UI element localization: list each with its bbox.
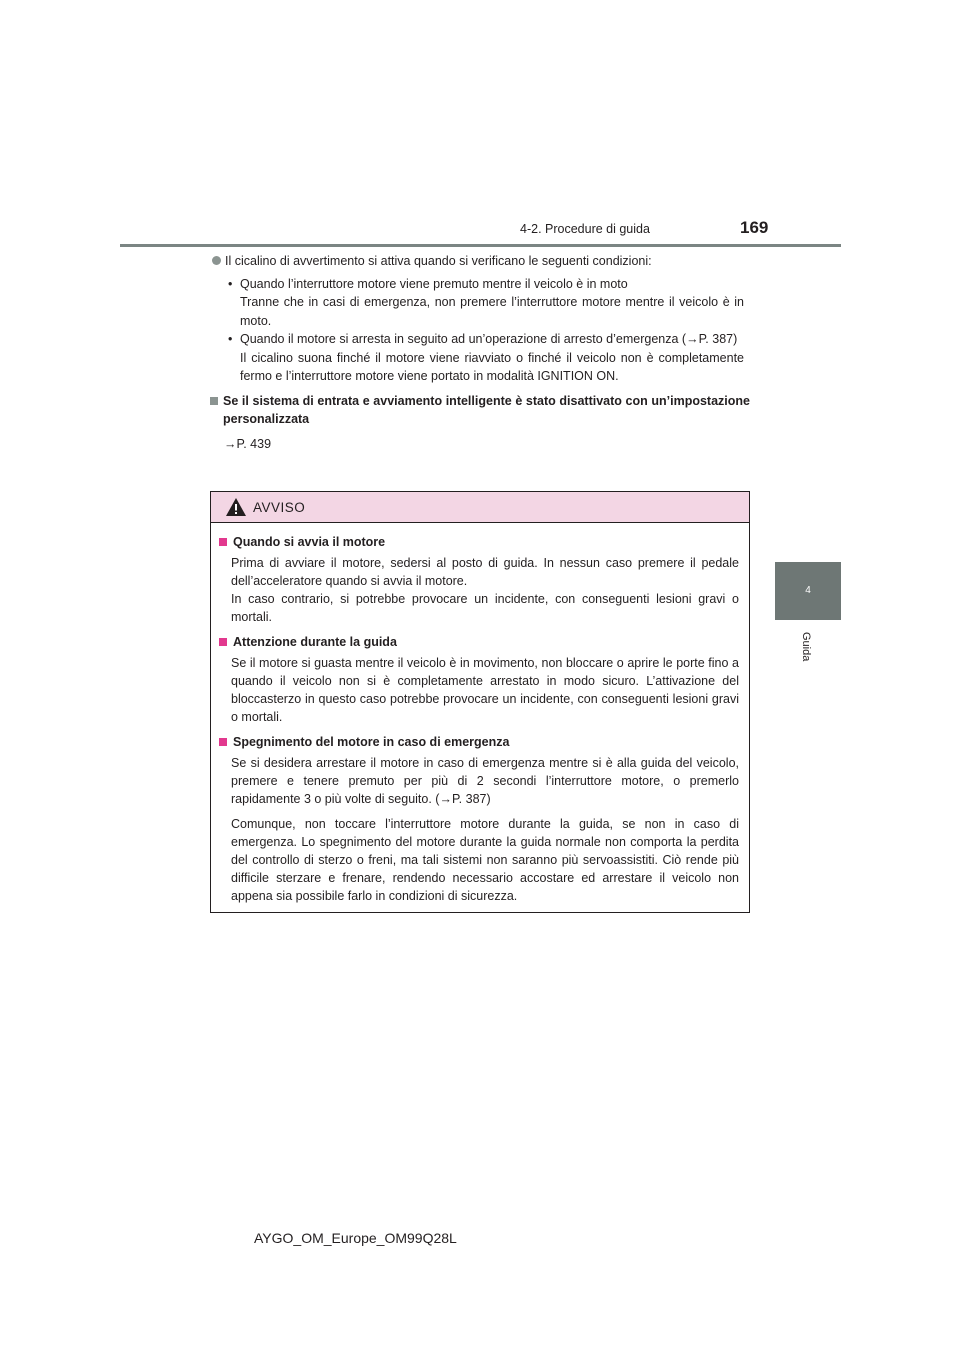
dot-icon: • — [228, 332, 233, 346]
chapter-tab[interactable]: 4 — [775, 562, 841, 620]
circle-bullet-icon — [212, 256, 221, 265]
warning-body — [211, 523, 749, 905]
pink-square-icon — [219, 638, 227, 646]
bullet-intro: Il cicalino di avvertimento si attiva quando si verificano le seguenti condizioni: — [225, 254, 652, 268]
warning-heading: Spegnimento del motore in caso di emergenza — [233, 735, 510, 749]
warning-title: AVVISO — [253, 499, 306, 515]
square-bullet-icon — [210, 397, 218, 405]
item-line: Il cicalino suona finché il motore viene riavviato o finché il veicolo non è completamente fermo e l’interruttore motore viene portato in modalità IGNITION ON. — [240, 350, 744, 383]
page-number: 169 — [740, 218, 769, 237]
warning-heading: Attenzione durante la guida — [233, 635, 397, 649]
chapter-label: Guida — [800, 632, 812, 662]
custom-setting-section — [210, 392, 750, 429]
pink-square-icon — [219, 538, 227, 546]
condition-list — [210, 275, 750, 386]
list-item — [228, 275, 744, 331]
header-rule — [120, 244, 841, 247]
warning-paragraph: Se il motore si guasta mentre il veicolo è in movimento, non bloccare o aprire le porte fino a quando il veicolo non si è completamente arrestato in modo sicuro. L’attivazione del bloccasterzo in questo caso potrebbe provocare un incidente, con conseguenti lesioni gravi o mortali. — [231, 656, 739, 724]
item-line: Tranne che in casi di emergenza, non premere l’interruttore motore mentre il veicolo è in moto. — [240, 295, 744, 328]
warning-section — [219, 533, 739, 626]
warning-paragraph: Comunque, non toccare l’interruttore motore durante la guida, se non in caso di emergenza. Lo spegnimento del motore durante la guida normale non comporta la perdita del controllo di sterzo o freni, ma tali sistemi non saranno più servoassistiti. Ciò rende più difficile sterzare e frenare, rendendo necessario accostare ed arrestare il veicolo non appena sia possibile farlo in condizioni di sicurezza. — [231, 817, 739, 903]
warning-section — [219, 633, 739, 726]
warning-section — [219, 733, 739, 905]
warning-box — [210, 491, 750, 913]
warning-header — [211, 492, 749, 523]
section-title: 4-2. Procedure di guida — [520, 222, 650, 236]
dot-icon: • — [228, 276, 233, 291]
warning-heading: Quando si avvia il motore — [233, 535, 386, 549]
page-reference-link[interactable]: →P. 439 — [224, 436, 272, 451]
buzzer-bullet — [210, 252, 750, 271]
document-code: AYGO_OM_Europe_OM99Q28L — [254, 1230, 457, 1246]
item-line: Quando il motore si arresta in seguito ad un’operazione di arresto d’emergenza (→P. 387) — [240, 332, 738, 346]
list-item — [228, 330, 744, 386]
warning-triangle-icon — [225, 497, 247, 517]
main-content — [210, 252, 750, 453]
warning-paragraph: Se si desidera arrestare il motore in caso di emergenza mentre si è alla guida del veicolo, premere e tenere premuto per più di 2 secondi l’interruttore motore, o premerlo rapidamente 3 o più volte di seguito. (→P. 387) — [231, 756, 739, 806]
pink-square-icon — [219, 738, 227, 746]
item-line: Quando l’interruttore motore viene premuto mentre il veicolo è in moto — [240, 276, 628, 291]
warning-paragraph: Prima di avviare il motore, sedersi al posto di guida. In nessun caso premere il pedale dell’acceleratore quando si avvia il motore. In caso contrario, si potrebbe provocare un incidente, con conseguenti lesioni gravi o mortali. — [231, 556, 739, 624]
section-heading: Se il sistema di entrata e avviamento intelligente è stato disattivato con un’impostazione personalizzata — [223, 393, 750, 426]
